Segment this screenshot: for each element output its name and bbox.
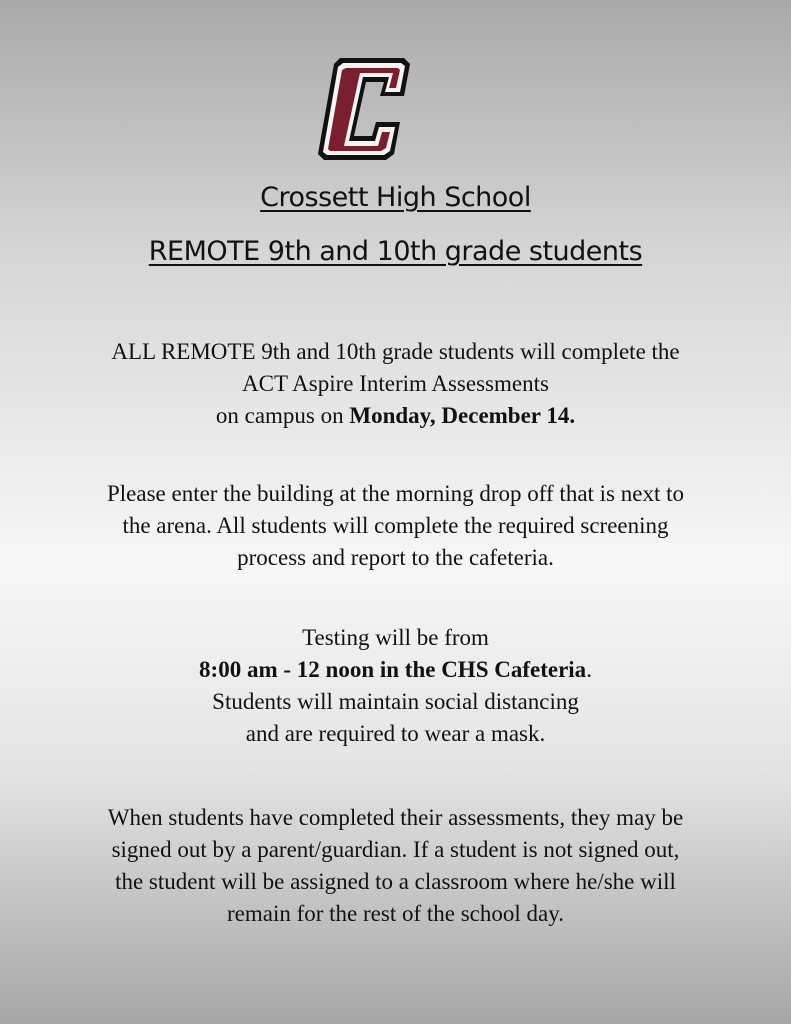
sign-out-paragraph — [40, 802, 751, 930]
testing-time-location: 8:00 am - 12 noon in the CHS Cafeteria — [199, 657, 587, 682]
school-name-heading — [0, 182, 791, 213]
testing-time-paragraph — [40, 622, 751, 750]
audience-heading — [0, 236, 791, 267]
testing-time-period: . — [586, 657, 592, 682]
sign-out-line-3: the student will be assigned to a classroom where he/she will — [115, 869, 676, 894]
assessment-line-2: ACT Aspire Interim Assessments — [242, 371, 549, 396]
entry-line-1: Please enter the building at the morning drop off that is next to — [106, 481, 684, 506]
school-name-text: Crossett High School — [260, 182, 531, 213]
assessment-paragraph — [40, 336, 751, 432]
sign-out-line-4: remain for the rest of the school day. — [226, 901, 564, 926]
assessment-line-1: ALL REMOTE 9th and 10th grade students will complete the — [111, 339, 680, 364]
assessment-date: Monday, December 14. — [349, 403, 576, 428]
school-logo — [318, 56, 410, 162]
testing-line-4: and are required to wear a mask. — [245, 721, 546, 746]
assessment-line-3 — [40, 400, 751, 432]
audience-text: REMOTE 9th and 10th grade students — [148, 236, 643, 267]
entry-line-3: process and report to the cafeteria. — [237, 545, 554, 570]
testing-line-1: Testing will be from — [302, 625, 489, 650]
sign-out-line-2: signed out by a parent/guardian. If a student is not signed out, — [111, 837, 680, 862]
sign-out-line-1: When students have completed their assessments, they may be — [107, 805, 684, 830]
testing-line-3: Students will maintain social distancing — [212, 689, 579, 714]
assessment-date-prefix: on campus on — [215, 403, 350, 428]
entry-line-2: the arena. All students will complete the required screening — [122, 513, 669, 538]
entry-instructions-paragraph — [40, 478, 751, 574]
testing-line-2 — [40, 654, 751, 686]
